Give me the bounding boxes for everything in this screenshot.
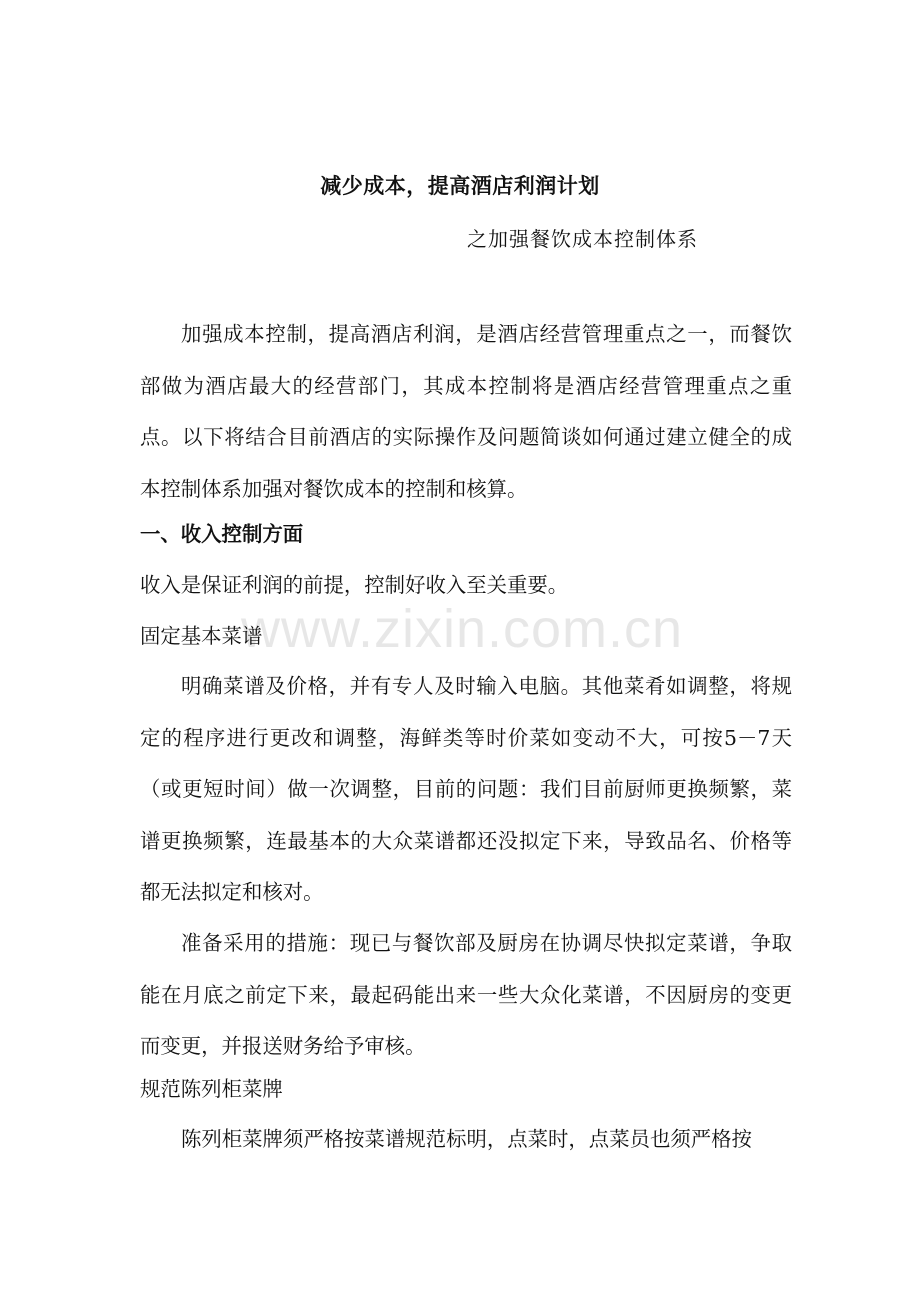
section1-heading: 一、收入控制方面 [140, 522, 304, 546]
sub1-paragraph-2: 准备采用的措施：现已与餐饮部及厨房在协调尽快拟定菜谱，争取能在月底之前定下来，最起码能出来一些大众化菜谱，不因厨房的变更而变更，并报送财务给予审核。 [140, 931, 792, 1058]
document-subtitle: 之加强餐饮成本控制体系 [467, 227, 698, 251]
sub2-paragraph-1: 陈列柜菜牌须严格按菜谱规范标明，点菜时，点菜员也须严格按 [181, 1127, 752, 1151]
document-title: 减少成本，提高酒店利润计划 [320, 174, 600, 198]
watermark: www.zixin.com.cn [240, 599, 684, 659]
sub1-heading: 固定基本菜谱 [140, 624, 263, 648]
sub1-paragraph-1: 明确菜谱及价格，并有专人及时输入电脑。其他菜肴如调整，将规定的程序进行更改和调整，海鲜类等时价菜如变动不大，可按5－7天（或更短时间）做一次调整，目前的问题：我们目前厨师更换频繁，菜谱更换频繁，连最基本的大众菜谱都还没拟定下来，导致品名、价格等都无法拟定和核对。 [140, 674, 792, 904]
sub2-heading: 规范陈列柜菜牌 [140, 1077, 283, 1101]
section1-lead: 收入是保证利润的前提，控制好收入至关重要。 [140, 573, 569, 597]
intro-paragraph: 加强成本控制，提高酒店利润，是酒店经营管理重点之一，而餐饮部做为酒店最大的经营部门，其成本控制将是酒店经营管理重点之重点。以下将结合目前酒店的实际操作及问题简谈如何通过建立健全的成本控制体系加强对餐饮成本的控制和核算。 [140, 322, 792, 501]
